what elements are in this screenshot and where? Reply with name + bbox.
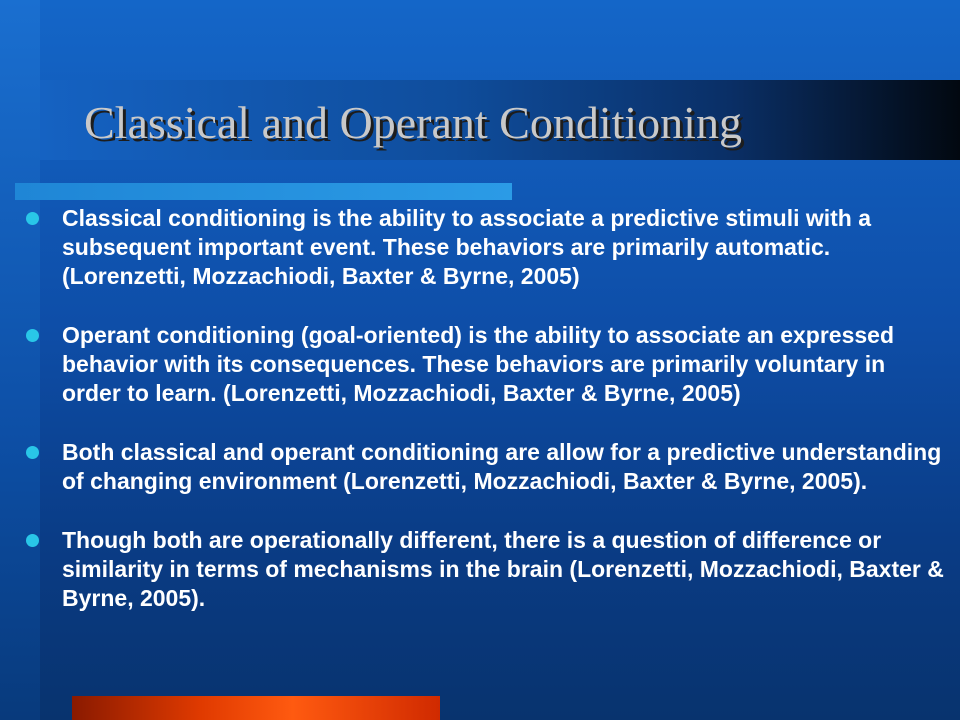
- bullet-dot-icon: [26, 446, 39, 459]
- bullet-dot-icon: [26, 534, 39, 547]
- bullet-text: Classical conditioning is the ability to associate a predictive stimuli with a subsequent important event. These behaviors are primarily automatic. (Lorenzetti, Mozzachiodi, Baxter & Byrne, 2005): [62, 205, 872, 289]
- bullet-dot-icon: [26, 212, 39, 225]
- accent-bar: [15, 183, 512, 200]
- slide-title: Classical and Operant Conditioning: [84, 97, 742, 148]
- bullet-text: Though both are operationally different, there is a question of difference or similarity in terms of mechanisms in the brain (Lorenzetti, Mozzachiodi, Baxter & Byrne, 2005).: [62, 527, 944, 611]
- bullet-text: Operant conditioning (goal-oriented) is the ability to associate an expressed behavior with its consequences. These behaviors are primarily voluntary in order to learn. (Lorenzetti, Mozzachiodi, Baxter & Byrne, 2005): [62, 322, 894, 406]
- bullet-item: [26, 321, 946, 408]
- bullet-item: [26, 204, 946, 291]
- bottom-accent-bar: [72, 696, 440, 720]
- bullet-text: Both classical and operant conditioning are allow for a predictive understanding of changing environment (Lorenzetti, Mozzachiodi, Baxter & Byrne, 2005).: [62, 439, 942, 494]
- bullet-item: [26, 438, 946, 496]
- bullet-dot-icon: [26, 329, 39, 342]
- bullet-item: [26, 526, 946, 613]
- bullet-list: [26, 204, 946, 643]
